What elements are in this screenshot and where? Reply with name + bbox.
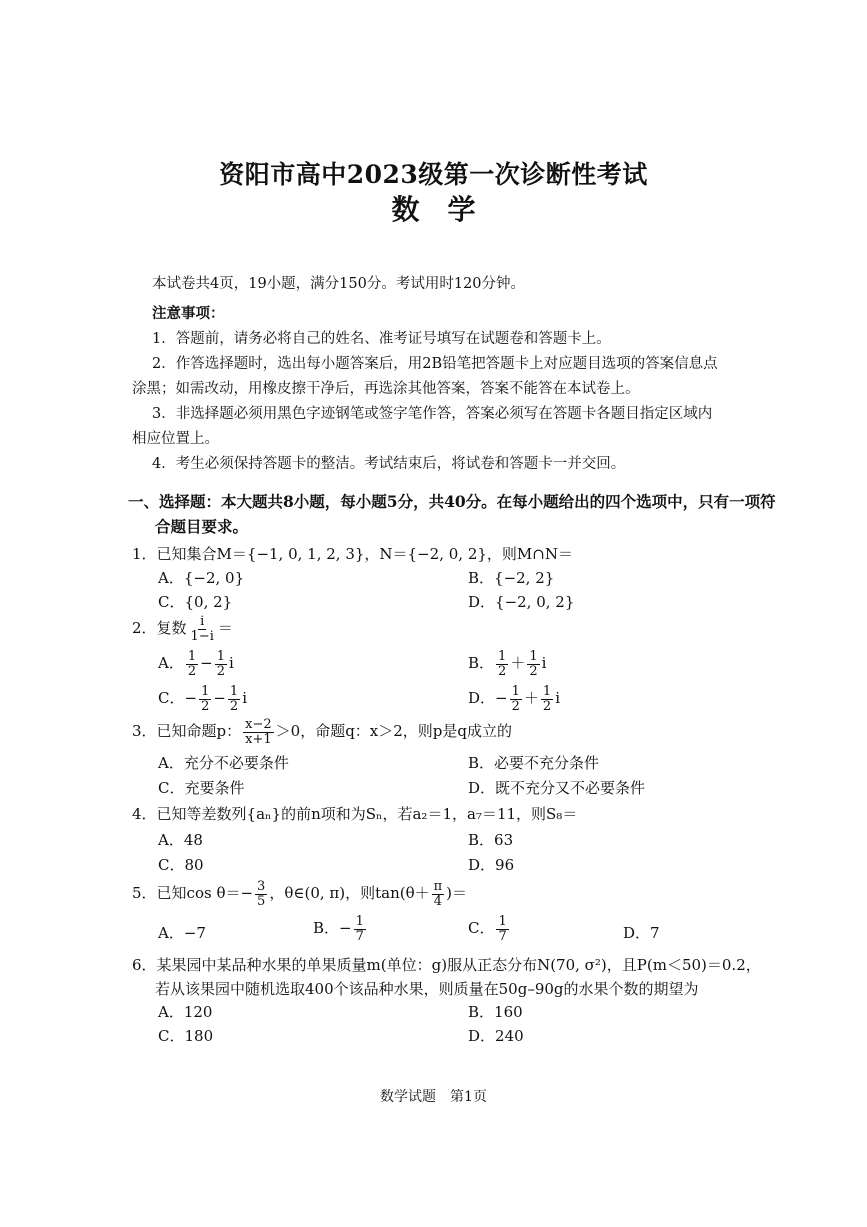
- question-6-option-b: B．160: [468, 1003, 523, 1021]
- fraction: [228, 685, 240, 713]
- section-1-heading: 一、选择题：本大题共8小题，每小题5分，共40分。在每小题给出的四个选项中，只有一项符: [128, 492, 776, 511]
- question-4-option-b: B．63: [468, 831, 514, 849]
- question-5-option-c: [468, 915, 511, 943]
- fraction: [199, 685, 211, 713]
- numerator: 1: [216, 649, 225, 664]
- notice-item-1: 1．答题前，请务必将自己的姓名、准考证号填写在试题卷和答题卡上。: [152, 331, 611, 347]
- question-2-numerator: i: [200, 614, 205, 629]
- question-6-option-d: D．240: [468, 1027, 524, 1045]
- numerator: 1: [229, 684, 239, 699]
- question-3-fraction: [243, 718, 274, 746]
- question-1-stem: 1．已知集合M＝{−1, 0, 1, 2, 3}，N＝{−2, 0, 2}，则M∩N＝: [132, 545, 573, 563]
- question-5-suffix: )＝: [446, 884, 468, 903]
- denominator: 7: [355, 928, 364, 944]
- imaginary-unit: i: [228, 654, 234, 673]
- fraction: [215, 650, 227, 678]
- question-2-label: 2．复数: [132, 619, 187, 638]
- fraction: [496, 650, 508, 678]
- notice-item-2-line-2: 涂黑；如需改动，用橡皮擦干净后，再选涂其他答案，答案不能答在本试卷上。: [132, 381, 640, 397]
- question-6-option-a: A．120: [158, 1003, 213, 1021]
- numerator: 1: [529, 649, 538, 664]
- numerator: 1: [542, 684, 552, 699]
- denominator: x+1: [245, 731, 272, 747]
- question-5-option-d: D．7: [623, 924, 660, 942]
- option-label: A．: [158, 654, 184, 673]
- denominator: 2: [201, 698, 210, 714]
- question-2-denominator: 1−i: [190, 628, 214, 644]
- question-2-option-d: [468, 685, 560, 713]
- option-label: D．: [468, 689, 496, 708]
- question-2-stem: [132, 615, 233, 643]
- question-1-option-b: B．{−2, 2}: [468, 569, 555, 587]
- fraction: [496, 915, 508, 943]
- question-5-prefix: 5．已知cos θ＝−: [132, 884, 254, 903]
- option-label: B．: [468, 654, 495, 673]
- question-4-option-d: D．96: [468, 856, 515, 874]
- question-3-option-c: C．充要条件: [158, 779, 245, 797]
- question-3-stem: [132, 718, 512, 746]
- question-2-equals: ＝: [217, 619, 233, 638]
- denominator: 2: [498, 663, 507, 679]
- numerator: 1: [498, 914, 507, 929]
- question-2-fraction: [189, 615, 216, 643]
- fraction: [354, 915, 366, 943]
- numerator: 3: [257, 879, 266, 894]
- denominator: 2: [529, 663, 538, 679]
- denominator: 2: [216, 663, 225, 679]
- denominator: 7: [498, 928, 507, 944]
- question-4-option-a: A．48: [158, 831, 203, 849]
- operator: −: [200, 654, 213, 673]
- question-2-option-a: [158, 650, 234, 678]
- fraction: [527, 650, 539, 678]
- question-5-fraction-2: [432, 880, 445, 908]
- numerator: 1: [498, 649, 507, 664]
- fraction: [541, 685, 553, 713]
- imaginary-unit: i: [541, 654, 547, 673]
- denominator: 2: [511, 698, 520, 714]
- question-1-option-d: D．{−2, 0, 2}: [468, 593, 575, 611]
- option-sign: −: [495, 689, 508, 708]
- exam-intro: 本试卷共4页，19小题，满分150分。考试用时120分钟。: [152, 276, 526, 292]
- numerator: 1: [511, 684, 520, 699]
- notice-item-3-line-2: 相应位置上。: [132, 431, 219, 447]
- notice-item-4: 4．考生必须保持答题卡的整洁。考试结束后，将试卷和答题卡一并交回。: [152, 456, 626, 472]
- numerator: 1: [355, 914, 364, 929]
- question-5-fraction-1: [255, 880, 267, 908]
- fraction: [186, 650, 198, 678]
- denominator: 2: [542, 698, 552, 714]
- notice-item-2-line-1: 2．作答选择题时，选出每小题答案后，用2B铅笔把答题卡上对应题目选项的答案信息点: [152, 356, 718, 372]
- question-1-option-a: A．{−2, 0}: [158, 569, 245, 587]
- option-label: B．−: [313, 919, 352, 938]
- question-6-option-c: C．180: [158, 1027, 214, 1045]
- question-6-stem-line-1: 6．某果园中某品种水果的单果质量m(单位：g)服从正态分布N(70, σ²)，且P(m＜50)＝0.2，: [132, 956, 761, 974]
- numerator: π: [433, 879, 443, 894]
- notice-heading: 注意事项：: [152, 305, 225, 322]
- option-label: C．: [468, 919, 495, 938]
- denominator: 4: [433, 893, 443, 909]
- question-4-option-c: C．80: [158, 856, 204, 874]
- question-3-option-d: D．既不充分又不必要条件: [468, 779, 646, 797]
- question-2-option-c: [158, 685, 247, 713]
- question-3-option-a: A．充分不必要条件: [158, 754, 289, 772]
- option-label: C．: [158, 689, 185, 708]
- question-5-option-a: A．−7: [158, 924, 206, 942]
- question-5-middle: ，θ∈(0, π)，则tan(θ＋: [269, 884, 430, 903]
- numerator: x−2: [245, 717, 272, 732]
- exam-title: 资阳市高中2023级第一次诊断性考试: [219, 160, 648, 189]
- denominator: 2: [229, 698, 239, 714]
- imaginary-unit: i: [242, 689, 248, 708]
- question-5-stem: [132, 880, 467, 908]
- question-1-option-c: C．{0, 2}: [158, 593, 233, 611]
- question-3-suffix: ＞0，命题q：x＞2，则p是q成立的: [275, 722, 513, 741]
- page-footer: 数学试题 第1页: [380, 1089, 487, 1105]
- fraction: [510, 685, 522, 713]
- question-2-option-b: [468, 650, 546, 678]
- numerator: 1: [187, 649, 197, 664]
- question-6-stem-line-2: 若从该果园中随机选取400个该品种水果，则质量在50g–90g的水果个数的期望为: [155, 980, 699, 998]
- option-sign: −: [184, 689, 198, 708]
- imaginary-unit: i: [555, 689, 560, 708]
- numerator: 1: [201, 684, 210, 699]
- subject-title: 数 学: [391, 193, 476, 226]
- question-3-option-b: B．必要不充分条件: [468, 754, 600, 772]
- question-4-stem: 4．已知等差数列{aₙ}的前n项和为Sₙ，若a₂＝1，a₇＝11，则S₈＝: [132, 805, 578, 823]
- section-1-heading-line-2: 合题目要求。: [155, 517, 249, 536]
- denominator: 5: [257, 893, 266, 909]
- operator: ＋: [510, 654, 526, 673]
- notice-item-3-line-1: 3．非选择题必须用黑色字迹钢笔或签字笔作答，答案必须写在答题卡各题目指定区域内: [152, 406, 713, 422]
- operator: −: [213, 689, 226, 708]
- denominator: 2: [187, 663, 197, 679]
- question-3-prefix: 3．已知命题p：: [132, 722, 242, 741]
- question-5-option-b: [313, 915, 368, 943]
- operator: ＋: [523, 689, 539, 708]
